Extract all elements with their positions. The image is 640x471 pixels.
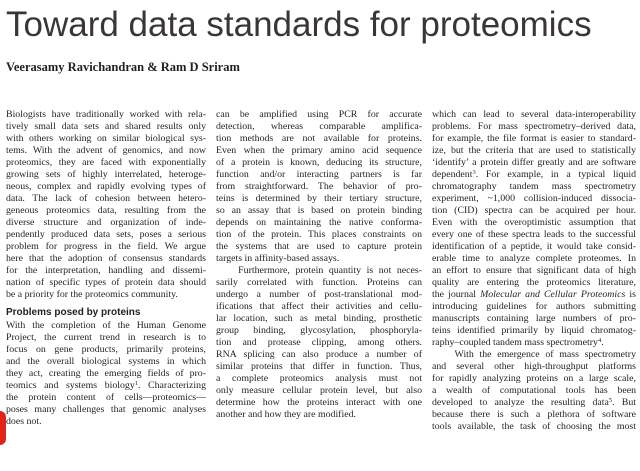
text-line: [432, 265, 636, 277]
text-run: with others working on similar biological sys-: [6, 133, 206, 144]
text-run: tools available, the task of choosing the most: [432, 421, 636, 432]
text-line: [216, 205, 422, 217]
text-line: [432, 169, 636, 181]
text-run: . Characterizing: [138, 380, 206, 391]
text-run: and the overall biological systems in which: [6, 356, 206, 367]
text-run: neous, complex and rapidly evolving types of: [6, 181, 206, 192]
text-run: tion methods are not available for proteins.: [216, 133, 422, 144]
text-line: [216, 325, 422, 337]
text-run: the systems that are used to capture protein: [216, 241, 422, 252]
text-line: [6, 380, 206, 392]
text-run: determine how the proteins interact with one: [216, 397, 422, 408]
text-run: developed to analyze the resulting data: [432, 397, 609, 408]
text-line: [216, 361, 422, 373]
text-line: [432, 385, 636, 397]
text-run: manuscripts containing large numbers of pro-: [432, 313, 636, 324]
text-run: for rapidly analyzing proteins on a large scale,: [432, 373, 636, 384]
text-line: [432, 277, 636, 289]
text-line: [216, 241, 422, 253]
text-line: [216, 385, 422, 397]
text-run: the protein content of cells—proteomics—: [6, 392, 206, 403]
text-run: a complete proteomics analysis must not: [216, 373, 422, 384]
text-run: function and/or interacting partners is far: [216, 169, 422, 180]
text-run: With the emergence of mass spectrometry: [432, 349, 636, 360]
text-line: [432, 109, 636, 121]
text-run: data. The lack of cohesion between hetero-: [6, 193, 206, 204]
text-line: [216, 157, 422, 169]
text-run: proteomics, they are faced with exponentially: [6, 157, 206, 168]
text-line: [432, 397, 636, 409]
reference-superscript[interactable]: 4: [597, 337, 602, 344]
text-line: [6, 332, 206, 344]
text-line: [432, 181, 636, 193]
text-line: [216, 301, 422, 313]
text-line: [432, 337, 636, 349]
reference-superscript[interactable]: 1: [134, 380, 139, 387]
text-run: Project, the current trend in research is to: [6, 332, 206, 343]
article-title: Toward data standards for proteomics: [6, 5, 592, 44]
article-authors: Veerasamy Ravichandran & Ram D Sriram: [6, 60, 240, 74]
text-line: [216, 217, 422, 229]
text-line: [432, 193, 636, 205]
text-line: [216, 265, 422, 277]
text-run: tems. With the advent of genomics, and now: [6, 145, 206, 156]
text-line: [432, 421, 636, 433]
text-line: [6, 356, 206, 368]
text-line: [6, 121, 206, 133]
text-run: a wealth of computational tools has been: [432, 385, 636, 396]
text-run: . But: [612, 397, 636, 408]
text-line: [432, 349, 636, 361]
text-line: [6, 289, 206, 301]
text-line: [6, 217, 206, 229]
text-line: [6, 145, 206, 157]
text-line: [432, 289, 636, 301]
text-run: pendently produced data sets, poses a serious: [6, 229, 206, 240]
text-run: Even with the overoptimistic assumption that: [432, 217, 636, 228]
text-run: geneous proteomics data, resulting from the: [6, 205, 206, 216]
text-run: Even when the primary amino acid sequence: [216, 145, 422, 156]
text-run: be a priority for the proteomics community.: [6, 289, 178, 300]
text-run: nation of specific types of protein data should: [6, 277, 206, 288]
text-run: detection, whereas comparable amplifica-: [216, 121, 422, 132]
text-run: for example, the file format is easier to standard-: [432, 133, 636, 144]
text-run: chromatography tandem mass spectrometry: [432, 181, 636, 192]
text-line: [432, 229, 636, 241]
text-line: [6, 368, 206, 380]
text-run: for the interpretation, handling and dissemi-: [6, 265, 206, 276]
text-run: because there is such a plethora of software: [432, 409, 636, 420]
body-column-2: [216, 109, 422, 421]
text-line: [216, 313, 422, 325]
text-run: erable time to analyze complete proteomes. In: [432, 253, 636, 264]
text-line: [216, 145, 422, 157]
journal-name: Molecular and Cellular Proteomics: [480, 289, 626, 300]
text-line: [6, 404, 206, 416]
text-run: and several other high-throughput platforms: [432, 361, 636, 372]
text-run: teins identified primarily by liquid chromatog-: [432, 325, 636, 336]
text-line: [432, 121, 636, 133]
text-line: [432, 157, 636, 169]
text-line: [432, 217, 636, 229]
text-run: teins is determined by their tertiary structure,: [216, 193, 422, 204]
text-run: dependent: [432, 169, 473, 180]
text-run: of a protein is known, deducing its structure,: [216, 157, 422, 168]
text-line: [6, 169, 206, 181]
text-run: identification of a peptide, it would take consid-: [432, 241, 636, 252]
text-line: [6, 392, 206, 404]
text-run: RNA splicing can also produce a number of: [216, 349, 422, 360]
text-line: [6, 109, 206, 121]
text-run: group binding, glycosylation, phosphoryla-: [216, 325, 422, 336]
text-line: [216, 169, 422, 181]
text-line: [216, 121, 422, 133]
text-line: [216, 409, 422, 421]
text-line: [216, 181, 422, 193]
text-line: [216, 229, 422, 241]
text-line: [432, 205, 636, 217]
text-run: quality are entering the proteomics literature,: [432, 277, 636, 288]
text-line: [432, 301, 636, 313]
text-run: focus on gene products, primarily proteins,: [6, 344, 206, 355]
text-run: With the completion of the Human Genome: [6, 320, 206, 331]
text-line: [216, 349, 422, 361]
text-run: lar location, such as metal binding, prosthetic: [216, 313, 422, 324]
text-run: another and how they are modified.: [216, 409, 356, 420]
text-run: growing sets of highly interrelated, heteroge-: [6, 169, 206, 180]
text-line: [6, 133, 206, 145]
text-run: tion of the protein. This places constraints on: [216, 229, 422, 240]
text-line: [432, 325, 636, 337]
text-run: raphy–coupled tandem mass spectrometry: [432, 337, 598, 348]
text-run: experiment, ~1,000 collision-induced dissocia-: [432, 193, 636, 204]
text-run: undergo a number of post-translational mod-: [216, 289, 422, 300]
text-run: depends on maintaining the native conforma-: [216, 217, 422, 228]
text-line: [6, 241, 206, 253]
text-line: [432, 409, 636, 421]
text-run: an effort to ensure that significant data of high: [432, 265, 636, 276]
text-run: tion and protease clipping, among others.: [216, 337, 422, 348]
body-column-3: [432, 109, 636, 433]
reference-superscript[interactable]: 3: [472, 169, 476, 176]
text-line: [216, 253, 422, 265]
text-line: [6, 193, 206, 205]
text-run: tion (CID) spectra can be acquired per hour.: [432, 205, 636, 216]
page-edge-marker: [0, 411, 6, 445]
text-line: [6, 157, 206, 169]
reference-superscript[interactable]: 5: [608, 397, 613, 404]
text-line: [432, 253, 636, 265]
text-run: every one of these spectra leads to the successful: [432, 229, 636, 240]
text-run: problem for progress in the field. We argue: [6, 241, 206, 252]
text-run: problems. For mass spectrometry–derived data,: [432, 121, 636, 132]
text-run: poses many challenges that genomic analyses: [6, 404, 206, 415]
text-run: similar proteins that differ in function. Thus,: [216, 361, 422, 372]
body-column-1: [6, 109, 206, 428]
text-run: Furthermore, protein quantity is not neces-: [216, 265, 422, 276]
text-run: . For example, in a typical liquid: [475, 169, 636, 180]
text-line: [6, 416, 206, 428]
text-run: targets in affinity-based assays.: [216, 253, 340, 264]
text-run: so an assay that is based on protein binding: [216, 205, 422, 216]
text-line: [216, 109, 422, 121]
text-line: [6, 277, 206, 289]
text-run: ‘identify’ a protein differ greatly and are software: [432, 157, 636, 168]
text-line: [216, 337, 422, 349]
text-run: sarily correlated with function. Proteins can: [216, 277, 422, 288]
text-line: [216, 397, 422, 409]
text-run: ifications that affect their activities and cellu-: [216, 301, 422, 312]
text-line: [6, 344, 206, 356]
text-run: the journal: [432, 289, 481, 300]
text-line: [432, 133, 636, 145]
text-run: ize, but the criteria that are used to statistically: [432, 145, 636, 156]
text-run: teomics and systems biology: [6, 380, 135, 391]
text-line: [216, 133, 422, 145]
text-run: they act, creating the emerging fields of pro-: [6, 368, 206, 379]
text-line: [216, 289, 422, 301]
text-line: [6, 205, 206, 217]
text-run: Biologists have traditionally worked with rela-: [6, 109, 206, 120]
text-line: [216, 373, 422, 385]
text-line: [432, 145, 636, 157]
text-run: is: [625, 289, 636, 300]
text-line: [6, 229, 206, 241]
text-line: [432, 361, 636, 373]
text-run: which can lead to several data-interoperability: [432, 109, 636, 120]
text-run: only measure cellular protein level, but also: [216, 385, 422, 396]
text-run: from straightforward. The behavior of pro-: [216, 181, 422, 192]
text-line: [6, 181, 206, 193]
text-run: does not.: [6, 416, 42, 427]
text-line: [216, 277, 422, 289]
text-run: can be amplified using PCR for accurate: [216, 109, 422, 120]
text-run: diverse structure and organization of inde-: [6, 217, 206, 228]
text-line: [216, 193, 422, 205]
text-run: .: [601, 337, 604, 348]
text-line: [6, 320, 206, 332]
text-run: here that the adoption of consensus standards: [6, 253, 206, 264]
text-line: [6, 265, 206, 277]
text-line: [432, 241, 636, 253]
text-run: tively small data sets and shared results only: [6, 121, 206, 132]
text-run: introducing guidelines for authors submitting: [432, 301, 636, 312]
text-line: [432, 313, 636, 325]
section-heading: Problems posed by proteins: [6, 307, 141, 318]
text-line: [432, 373, 636, 385]
text-line: [6, 253, 206, 265]
